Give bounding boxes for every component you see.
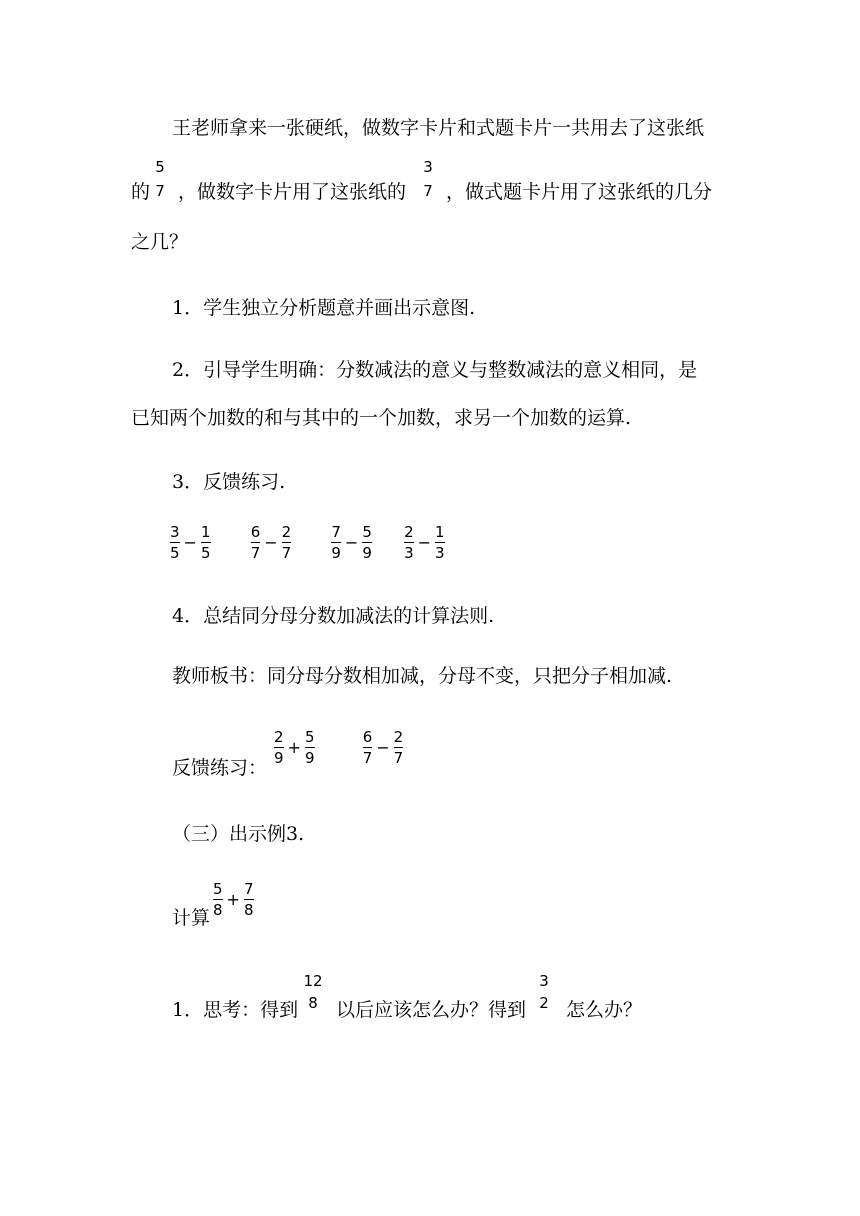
fraction-3-7: 3 7 [423, 158, 433, 200]
exercise-row-2 [272, 728, 405, 767]
exercise-1: $\frac{3}{5}$ − $\frac{1}{5}$ [170, 523, 211, 562]
teacher-board: 教师板书：同分母分数相加减，分母不变，只把分子相加减. [172, 665, 673, 687]
problem-line-3: 之几？ [131, 231, 189, 253]
problem-text-a: 的 [131, 181, 151, 203]
fraction-3-2: 3 2 [539, 972, 549, 1012]
step-3: 3．反馈练习. [172, 471, 286, 493]
compute-label: 计算 [172, 907, 211, 929]
example-expression: $\frac{5}{8}$ + $\frac{7}{8}$ [213, 880, 254, 919]
problem-line-2 [131, 180, 150, 204]
exercise-2: $\frac{6}{7}$ − $\frac{2}{7}$ [250, 523, 292, 562]
think-text-b: 以后应该怎么办？得到 [336, 999, 527, 1021]
step-4: 4．总结同分母分数加减法的计算法则. [172, 605, 495, 627]
example-title: （三）出示例3. [172, 823, 305, 845]
step-2-line-2: 已知两个加数的和与其中的一个加数，求另一个加数的运算. [131, 407, 632, 429]
practice-label: 反馈练习： [172, 757, 268, 779]
step-1: 1．学生独立分析题意并画出示意图. [172, 297, 476, 319]
step-2-line-1: 2．引导学生明确：分数减法的意义与整数减法的意义相同，是 [172, 359, 698, 381]
exercise-row-1 [168, 523, 447, 562]
think-text-c: 怎么办？ [566, 999, 643, 1021]
fraction-12-8: 12 8 [303, 972, 323, 1012]
problem-line-2-b: ，做数字卡片用了这张纸的 [178, 181, 407, 203]
think-text-a: 1．思考：得到 [172, 999, 299, 1021]
exercise-4: $\frac{2}{3}$ − $\frac{1}{3}$ [404, 523, 445, 562]
problem-line-2-c: ，做式题卡片用了这张纸的几分 [446, 181, 713, 203]
exercise-3: $\frac{7}{9}$ − $\frac{5}{9}$ [331, 523, 372, 562]
exercise-6: $\frac{6}{7}$ − $\frac{2}{7}$ [362, 728, 404, 767]
exercise-5: $\frac{2}{9}$ + $\frac{5}{9}$ [274, 728, 315, 767]
problem-line-1: 王老师拿来一张硬纸，做数字卡片和式题卡片一共用去了这张纸 [172, 117, 705, 139]
fraction-5-7: 5 7 [155, 158, 165, 200]
